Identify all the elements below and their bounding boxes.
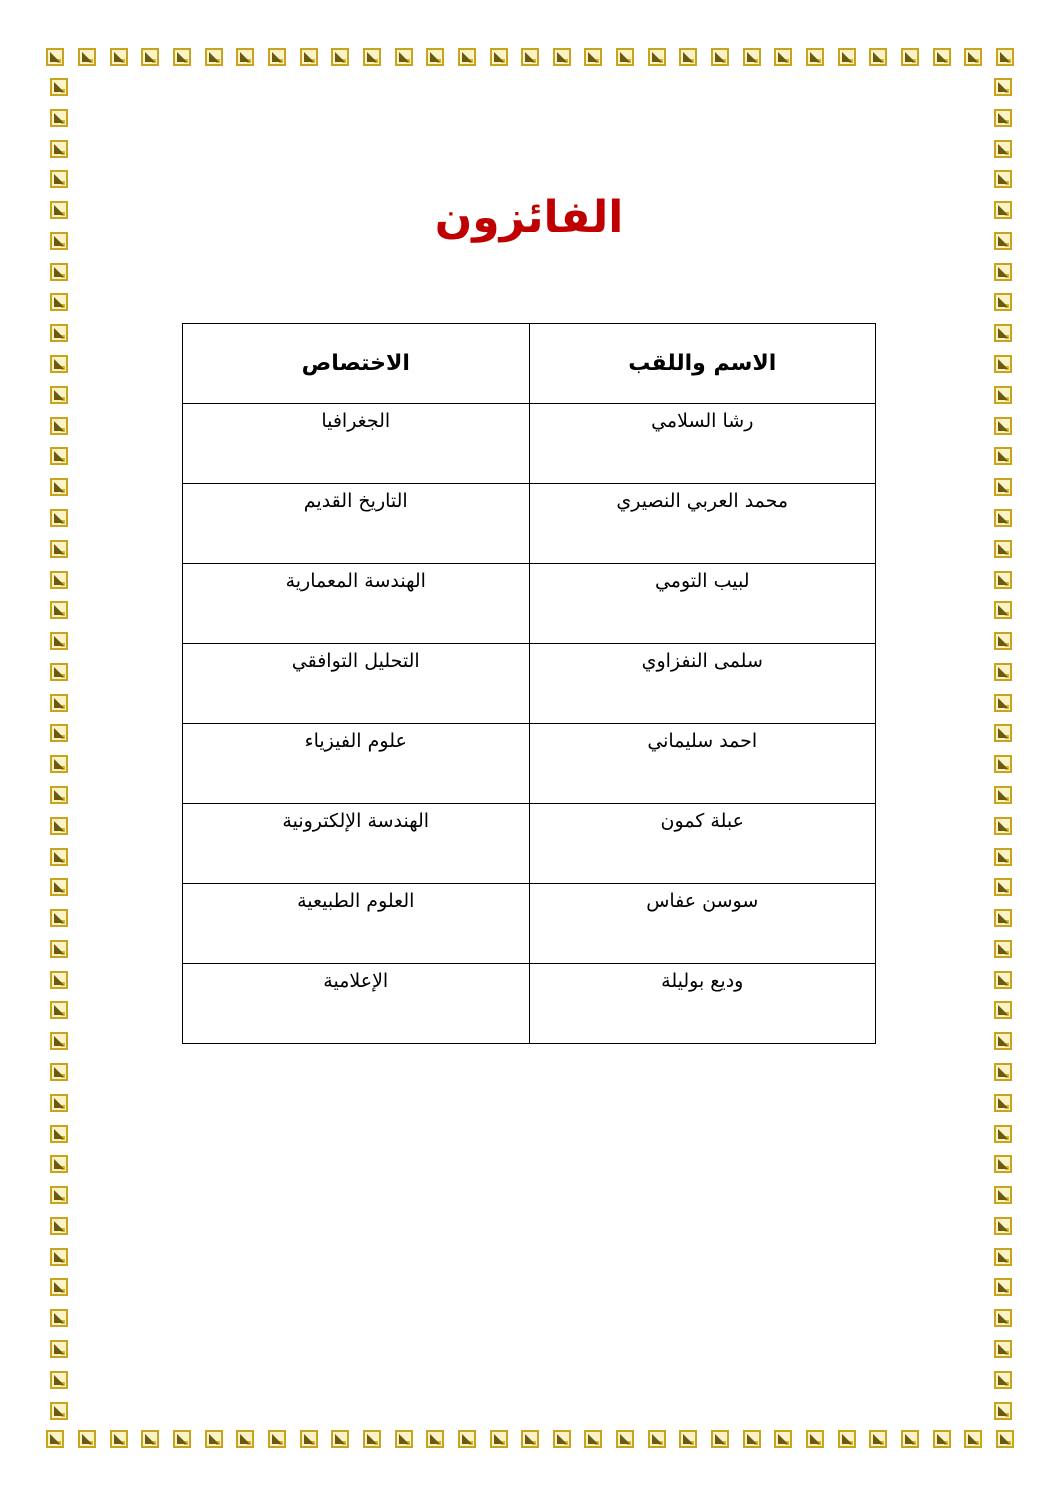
border-tile-icon xyxy=(584,1430,602,1448)
cell-specialty: العلوم الطبيعية xyxy=(183,884,530,964)
border-tile-icon xyxy=(205,48,223,66)
border-tile-icon xyxy=(996,1430,1014,1448)
border-tile-icon xyxy=(426,48,444,66)
border-tile-icon xyxy=(994,386,1012,404)
border-tile-icon xyxy=(994,1125,1012,1143)
border-tile-icon xyxy=(395,48,413,66)
border-tile-icon xyxy=(521,1430,539,1448)
border-tile-icon xyxy=(869,48,887,66)
column-header-name: الاسم واللقب xyxy=(529,324,876,404)
table-row xyxy=(183,804,876,884)
border-tile-icon xyxy=(806,1430,824,1448)
table-row xyxy=(183,724,876,804)
border-tile-icon xyxy=(869,1430,887,1448)
border-tile-icon xyxy=(994,971,1012,989)
border-tile-icon xyxy=(50,663,68,681)
border-tile-icon xyxy=(458,1430,476,1448)
border-tile-icon xyxy=(490,1430,508,1448)
border-tile-icon xyxy=(50,1217,68,1235)
border-tile-icon xyxy=(648,48,666,66)
border-tile-icon xyxy=(901,1430,919,1448)
border-tile-icon xyxy=(50,1278,68,1296)
border-tile-icon xyxy=(964,1430,982,1448)
border-tile-icon xyxy=(46,48,64,66)
border-tile-icon xyxy=(994,1217,1012,1235)
border-tile-icon xyxy=(50,1094,68,1112)
border-tile-icon xyxy=(994,724,1012,742)
border-tile-icon xyxy=(50,909,68,927)
border-tile-icon xyxy=(173,1430,191,1448)
border-tile-icon xyxy=(521,48,539,66)
border-tile-icon xyxy=(236,48,254,66)
border-tile-icon xyxy=(994,1309,1012,1327)
border-tile-icon xyxy=(50,1402,68,1420)
border-tile-icon xyxy=(711,1430,729,1448)
border-tile-icon xyxy=(50,724,68,742)
border-tile-icon xyxy=(141,1430,159,1448)
border-tile-icon xyxy=(426,1430,444,1448)
border-tile-icon xyxy=(268,48,286,66)
border-tile-icon xyxy=(994,109,1012,127)
border-tile-icon xyxy=(994,1248,1012,1266)
border-tile-icon xyxy=(994,1371,1012,1389)
border-tile-icon xyxy=(964,48,982,66)
border-tile-icon xyxy=(50,1032,68,1050)
border-tile-icon xyxy=(901,48,919,66)
cell-specialty: التاريخ القديم xyxy=(183,484,530,564)
border-tile-icon xyxy=(994,817,1012,835)
border-tile-icon xyxy=(679,48,697,66)
border-tile-icon xyxy=(490,48,508,66)
border-tile-icon xyxy=(50,571,68,589)
border-tile-icon xyxy=(994,663,1012,681)
border-tile-icon xyxy=(268,1430,286,1448)
table-row xyxy=(183,484,876,564)
border-tile-icon xyxy=(711,48,729,66)
border-tile-icon xyxy=(994,1155,1012,1173)
cell-name: رشا السلامي xyxy=(529,404,876,484)
border-tile-icon xyxy=(50,786,68,804)
border-tile-icon xyxy=(50,940,68,958)
border-tile-icon xyxy=(994,417,1012,435)
border-tile-icon xyxy=(933,1430,951,1448)
border-tile-icon xyxy=(838,1430,856,1448)
border-tile-icon xyxy=(994,509,1012,527)
border-tile-icon xyxy=(50,848,68,866)
border-tile-icon xyxy=(395,1430,413,1448)
border-tile-icon xyxy=(50,509,68,527)
border-tile-icon xyxy=(584,48,602,66)
cell-specialty: التحليل التوافقي xyxy=(183,644,530,724)
border-tile-icon xyxy=(331,48,349,66)
table-row xyxy=(183,884,876,964)
cell-specialty: الهندسة المعمارية xyxy=(183,564,530,644)
decorative-border-left xyxy=(46,78,68,1420)
border-tile-icon xyxy=(994,447,1012,465)
border-tile-icon xyxy=(78,1430,96,1448)
column-header-specialty: الاختصاص xyxy=(183,324,530,404)
cell-specialty: الجغرافيا xyxy=(183,404,530,484)
border-tile-icon xyxy=(994,355,1012,373)
decorative-border-top xyxy=(46,48,1014,70)
border-tile-icon xyxy=(50,140,68,158)
winners-table xyxy=(182,323,876,1044)
border-tile-icon xyxy=(743,48,761,66)
border-tile-icon xyxy=(50,78,68,96)
border-tile-icon xyxy=(50,817,68,835)
border-tile-icon xyxy=(994,293,1012,311)
border-tile-icon xyxy=(300,1430,318,1448)
border-tile-icon xyxy=(50,170,68,188)
border-tile-icon xyxy=(616,48,634,66)
decorative-border-right xyxy=(990,78,1012,1420)
border-tile-icon xyxy=(50,417,68,435)
table-header-row xyxy=(183,324,876,404)
table-row xyxy=(183,644,876,724)
border-tile-icon xyxy=(50,109,68,127)
border-tile-icon xyxy=(50,447,68,465)
border-tile-icon xyxy=(994,1001,1012,1019)
border-tile-icon xyxy=(994,78,1012,96)
border-tile-icon xyxy=(50,1125,68,1143)
border-tile-icon xyxy=(173,48,191,66)
border-tile-icon xyxy=(994,571,1012,589)
border-tile-icon xyxy=(994,848,1012,866)
border-tile-icon xyxy=(50,1063,68,1081)
border-tile-icon xyxy=(806,48,824,66)
border-tile-icon xyxy=(50,263,68,281)
border-tile-icon xyxy=(996,48,1014,66)
border-tile-icon xyxy=(141,48,159,66)
border-tile-icon xyxy=(994,324,1012,342)
cell-name: سوسن عفاس xyxy=(529,884,876,964)
border-tile-icon xyxy=(363,1430,381,1448)
cell-name: عبلة كمون xyxy=(529,804,876,884)
border-tile-icon xyxy=(994,601,1012,619)
border-tile-icon xyxy=(458,48,476,66)
cell-name: سلمى النفزاوي xyxy=(529,644,876,724)
border-tile-icon xyxy=(50,1248,68,1266)
border-tile-icon xyxy=(994,878,1012,896)
cell-specialty: علوم الفيزياء xyxy=(183,724,530,804)
border-tile-icon xyxy=(994,940,1012,958)
border-tile-icon xyxy=(994,170,1012,188)
border-tile-icon xyxy=(994,786,1012,804)
cell-name: احمد سليماني xyxy=(529,724,876,804)
border-tile-icon xyxy=(50,601,68,619)
border-tile-icon xyxy=(994,694,1012,712)
border-tile-icon xyxy=(50,755,68,773)
border-tile-icon xyxy=(553,48,571,66)
border-tile-icon xyxy=(994,1186,1012,1204)
border-tile-icon xyxy=(838,48,856,66)
border-tile-icon xyxy=(994,909,1012,927)
border-tile-icon xyxy=(994,1340,1012,1358)
border-tile-icon xyxy=(933,48,951,66)
border-tile-icon xyxy=(679,1430,697,1448)
cell-name: لبيب التومي xyxy=(529,564,876,644)
border-tile-icon xyxy=(50,694,68,712)
page-title: الفائزون xyxy=(434,192,624,243)
border-tile-icon xyxy=(50,293,68,311)
border-tile-icon xyxy=(110,1430,128,1448)
border-tile-icon xyxy=(50,1155,68,1173)
border-tile-icon xyxy=(616,1430,634,1448)
border-tile-icon xyxy=(994,632,1012,650)
border-tile-icon xyxy=(994,263,1012,281)
border-tile-icon xyxy=(46,1430,64,1448)
cell-specialty: الإعلامية xyxy=(183,964,530,1044)
table-row xyxy=(183,564,876,644)
border-tile-icon xyxy=(50,324,68,342)
border-tile-icon xyxy=(363,48,381,66)
border-tile-icon xyxy=(236,1430,254,1448)
border-tile-icon xyxy=(774,48,792,66)
border-tile-icon xyxy=(300,48,318,66)
border-tile-icon xyxy=(50,1186,68,1204)
border-tile-icon xyxy=(50,355,68,373)
border-tile-icon xyxy=(50,878,68,896)
border-tile-icon xyxy=(994,755,1012,773)
border-tile-icon xyxy=(994,478,1012,496)
border-tile-icon xyxy=(648,1430,666,1448)
border-tile-icon xyxy=(50,1001,68,1019)
border-tile-icon xyxy=(994,1402,1012,1420)
border-tile-icon xyxy=(50,1340,68,1358)
border-tile-icon xyxy=(110,48,128,66)
border-tile-icon xyxy=(994,1094,1012,1112)
border-tile-icon xyxy=(50,1309,68,1327)
table-row xyxy=(183,404,876,484)
border-tile-icon xyxy=(553,1430,571,1448)
border-tile-icon xyxy=(994,1278,1012,1296)
border-tile-icon xyxy=(774,1430,792,1448)
border-tile-icon xyxy=(994,1032,1012,1050)
border-tile-icon xyxy=(78,48,96,66)
border-tile-icon xyxy=(994,1063,1012,1081)
border-tile-icon xyxy=(50,1371,68,1389)
cell-specialty: الهندسة الإلكترونية xyxy=(183,804,530,884)
border-tile-icon xyxy=(50,540,68,558)
decorative-border-bottom xyxy=(46,1430,1014,1452)
border-tile-icon xyxy=(994,540,1012,558)
border-tile-icon xyxy=(50,632,68,650)
border-tile-icon xyxy=(331,1430,349,1448)
table-row xyxy=(183,964,876,1044)
cell-name: محمد العربي النصيري xyxy=(529,484,876,564)
border-tile-icon xyxy=(994,140,1012,158)
border-tile-icon xyxy=(50,386,68,404)
border-tile-icon xyxy=(50,971,68,989)
border-tile-icon xyxy=(50,478,68,496)
border-tile-icon xyxy=(743,1430,761,1448)
cell-name: وديع بوليلة xyxy=(529,964,876,1044)
border-tile-icon xyxy=(205,1430,223,1448)
